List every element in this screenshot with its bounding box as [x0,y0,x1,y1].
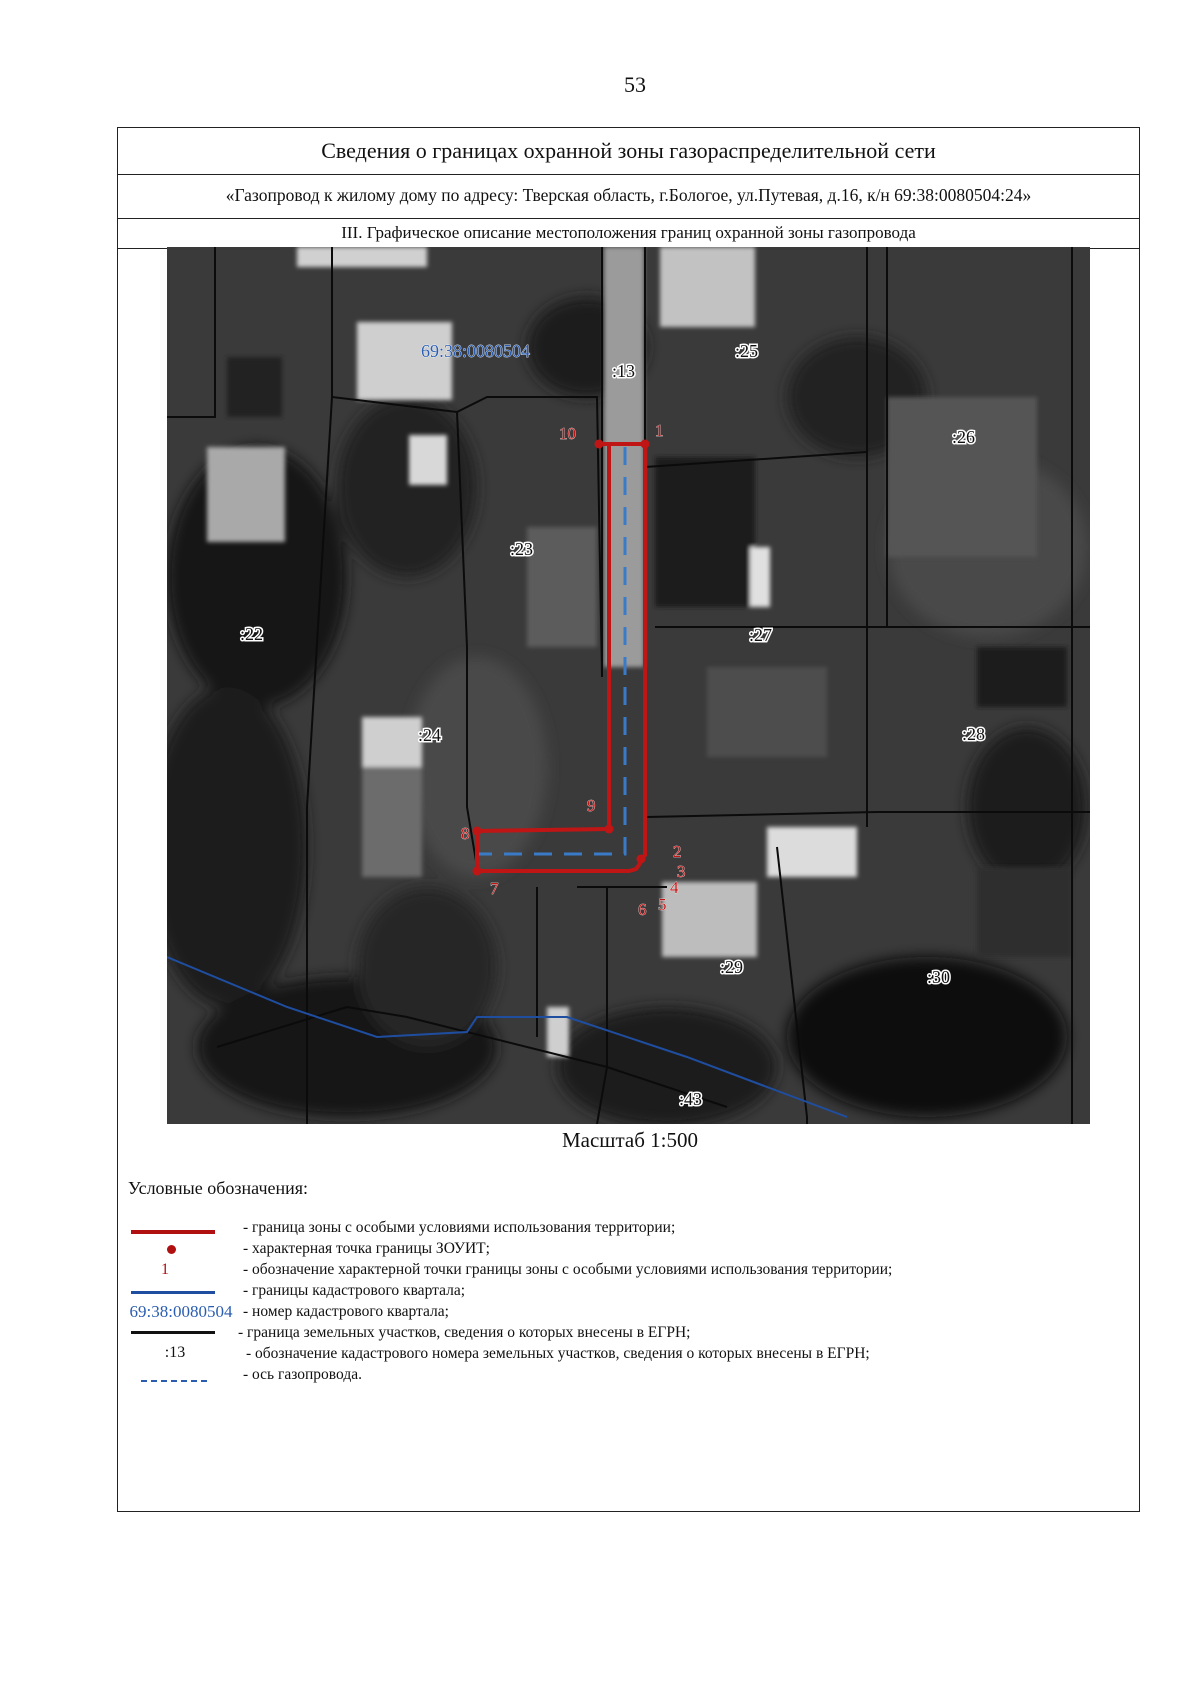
legend-zone-boundary-symbol [131,1230,215,1234]
legend-item-quarter-boundary: - границы кадастрового квартала; [243,1282,466,1299]
parcel-label-43: :43 [679,1089,703,1109]
point-label-10: 10 [559,424,576,443]
parcel-label-27: :27 [749,625,773,645]
point-label-9: 9 [587,796,596,815]
legend-item-parcel-boundary: - граница земельных участков, сведения о которых внесены в ЕГРН; [238,1324,691,1341]
parcel-label-29: :29 [720,957,744,977]
point-label-2: 2 [673,842,682,861]
legend-parcel-number-symbol: :13 [164,1344,186,1361]
map-scale: Масштаб 1:500 [561,1128,698,1152]
parcel-label-13: :13 [612,361,636,381]
point-label-4: 4 [670,878,679,897]
point-label-8: 8 [461,824,470,843]
legend-boundary-point-symbol [167,1245,176,1254]
legend-item-quarter-number: - номер кадастрового квартала; [243,1303,449,1320]
cadastral-map[interactable] [167,247,1090,1124]
parcel-label-30: :30 [927,967,951,987]
point-label-7: 7 [490,879,499,898]
legend-quarter-number-symbol: 69:38:0080504 [129,1302,233,1321]
parcel-label-24: :24 [418,725,442,745]
legend-item-parcel-number: - обозначение кадастрового номера земельных участков, сведения о которых внесены в ЕГРН; [246,1345,870,1362]
point-label-6: 6 [638,900,647,919]
point-label-3: 3 [677,862,686,881]
parcel-label-26: :26 [952,427,976,447]
legend-item-boundary-point: - характерная точка границы ЗОУИТ; [243,1240,490,1257]
legend-title: Условные обозначения: [128,1178,309,1198]
legend-item-point-number: - обозначение характерной точки границы зоны с особыми условиями использования территории; [243,1261,893,1278]
point-label-1: 1 [655,421,664,440]
page-number: 53 [624,72,646,97]
legend-quarter-boundary-symbol [131,1291,215,1294]
legend-pipeline-axis-symbol [141,1380,207,1382]
legend-item-zone-boundary: - граница зоны с особыми условиями использования территории; [243,1219,676,1236]
quarter-number-label: 69:38:0080504 [421,341,531,361]
legend-parcel-boundary-symbol [131,1331,215,1334]
parcel-label-25: :25 [735,341,759,361]
legend-item-pipeline-axis: - ось газопровода. [243,1366,362,1383]
document-title: Сведения о границах охранной зоны газораспределительной сети [118,128,1139,175]
parcel-label-22: :22 [240,624,264,644]
object-description: «Газопровод к жилому дому по адресу: Тверская область, г.Бологое, ул.Путевая, д.16, к/н 69:38:0080504:24» [118,175,1139,219]
section-heading: III. Графическое описание местоположения границ охранной зоны газопровода [118,219,1139,249]
parcel-label-23: :23 [510,539,534,559]
point-label-5: 5 [658,895,667,914]
parcel-label-28: :28 [962,724,986,744]
legend-point-number-symbol: 1 [161,1261,169,1278]
